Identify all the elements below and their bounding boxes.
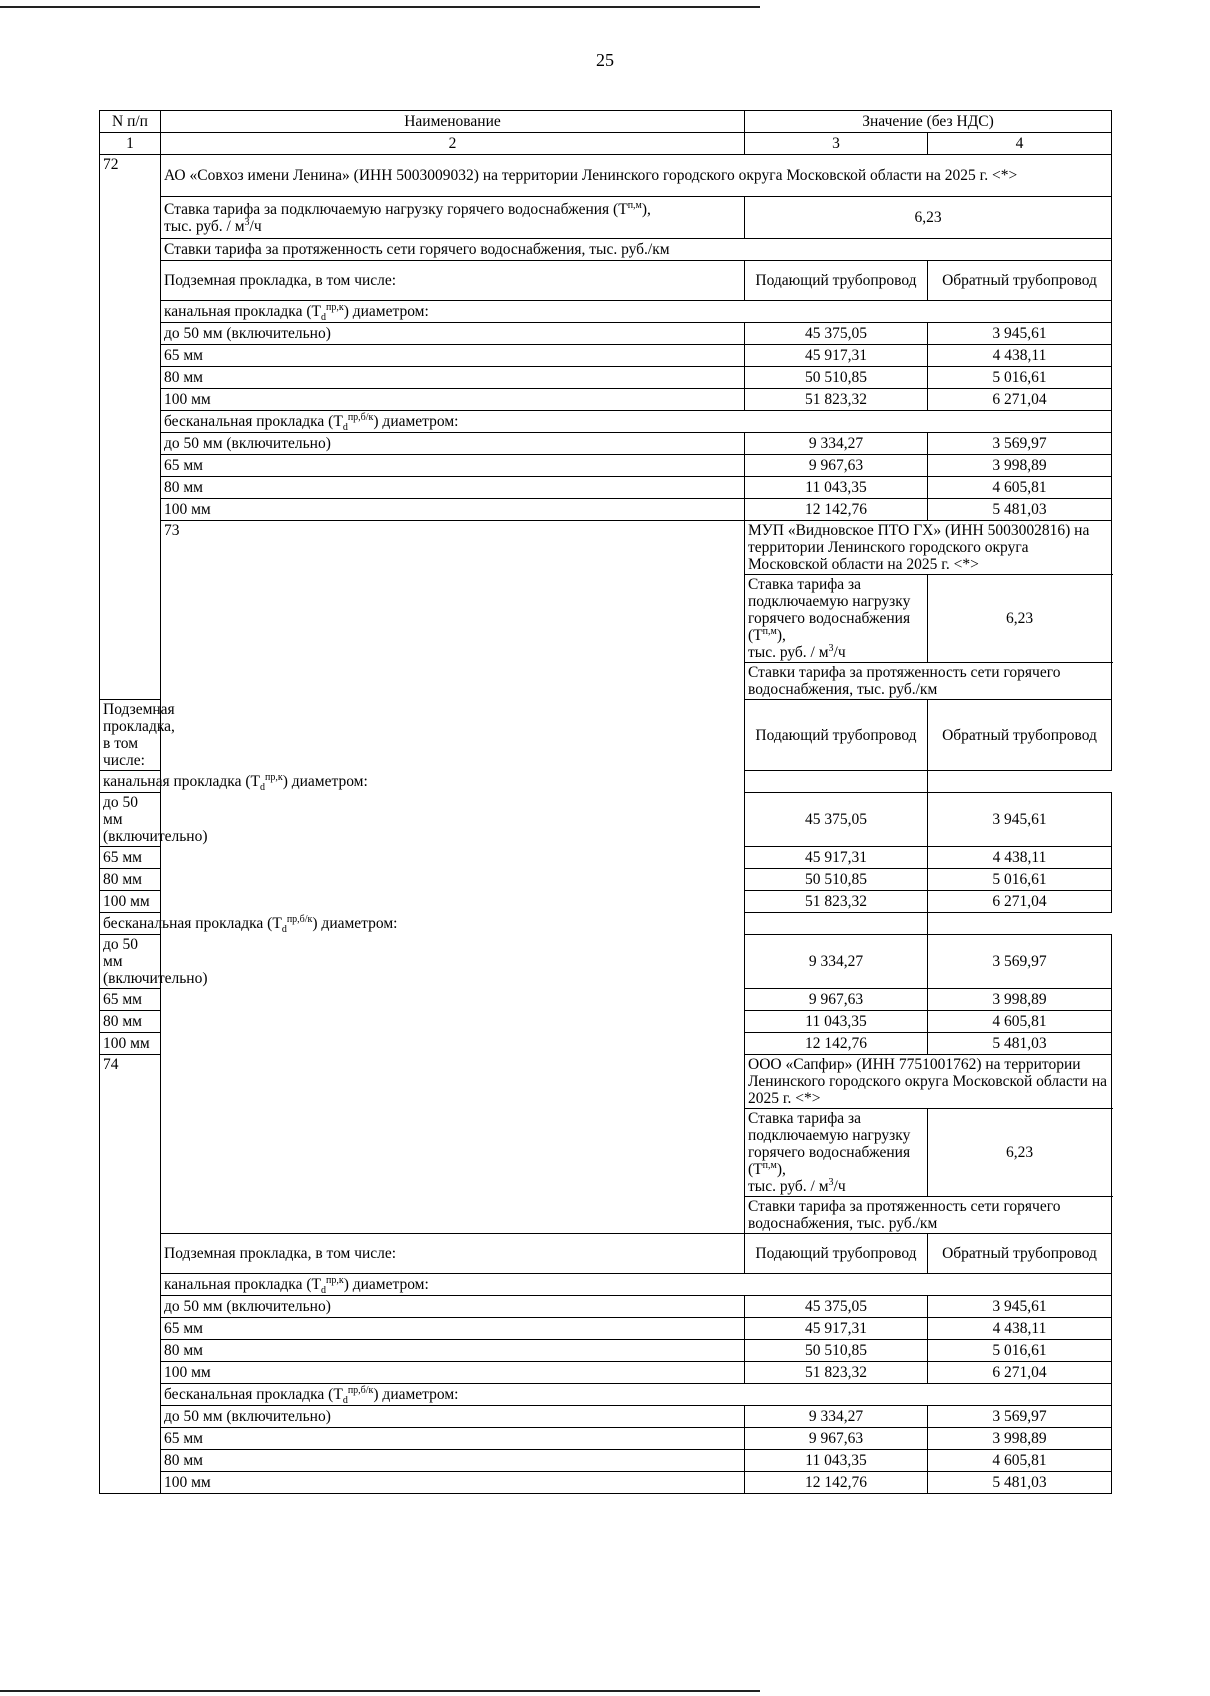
diameter-label: 100 мм [100, 1033, 161, 1055]
diameter-label: 65 мм [100, 847, 161, 869]
diameter-label: до 50 мм (включительно) [100, 793, 161, 847]
supply-pipe-header: Подающий трубопровод [745, 1234, 928, 1274]
page-number: 25 [596, 50, 614, 70]
return-pipe-value: 6 271,04 [928, 389, 1112, 411]
channelless-laying-row [100, 1384, 1112, 1406]
return-pipe-value: 3 569,97 [928, 935, 1112, 989]
channelless-diameter-row [100, 433, 1112, 455]
channel-diameter-row [100, 1340, 1112, 1362]
channelless-label-text: бесканальная прокладка (Т [164, 1386, 343, 1403]
return-pipe-value: 3 945,61 [928, 793, 1112, 847]
diameter-label: до 50 мм (включительно) [161, 1406, 745, 1428]
return-pipe-header: Обратный трубопровод [928, 261, 1112, 301]
diameter-label: 100 мм [100, 891, 161, 913]
channelless-label-text: бесканальная прокладка (Т [164, 413, 343, 430]
channel-label-text: канальная прокладка (Т [164, 1276, 321, 1293]
supply-pipe-value: 51 823,32 [745, 891, 928, 913]
section-index: 72 [100, 155, 161, 700]
channelless-label-text: бесканальная прокладка (Т [103, 915, 282, 932]
section-index: 73 [161, 521, 745, 1234]
return-pipe-value: 6 271,04 [928, 891, 1112, 913]
channelless-label-text: ) диаметром: [373, 413, 459, 430]
connection-rate-label [745, 1109, 928, 1197]
channel-laying-row [100, 301, 1112, 323]
channelless-diameter-row [100, 1472, 1112, 1494]
diameter-label: 80 мм [161, 367, 745, 389]
rate-unit-sup: 3 [828, 1176, 834, 1188]
return-pipe-value: 3 569,97 [928, 1406, 1112, 1428]
diameter-label: до 50 мм (включительно) [161, 323, 745, 345]
channelless-label-sub: d [342, 422, 348, 434]
return-pipe-value: 6 271,04 [928, 1362, 1112, 1384]
channel-diameter-row [100, 1296, 1112, 1318]
diameter-label: 65 мм [161, 455, 745, 477]
supply-pipe-value: 45 375,05 [745, 1296, 928, 1318]
rate-label-text: ), [776, 627, 786, 644]
supply-pipe-value: 50 510,85 [745, 367, 928, 389]
channel-laying-label [161, 301, 1112, 323]
diameter-label: 65 мм [161, 345, 745, 367]
channel-label-sub: d [320, 312, 326, 324]
rate-label-text: ), [776, 1161, 786, 1178]
channel-diameter-row [100, 345, 1112, 367]
supply-pipe-value: 11 043,35 [745, 1450, 928, 1472]
return-pipe-value: 5 016,61 [928, 869, 1112, 891]
diameter-label: 80 мм [161, 477, 745, 499]
column-number: 3 [745, 133, 928, 155]
header-value: Значение (без НДС) [745, 111, 1112, 133]
network-rate-label: Ставки тарифа за протяженность сети горячего водоснабжения, тыс. руб./км [745, 1197, 1112, 1234]
underground-label: Подземная прокладка, в том числе: [161, 261, 745, 301]
return-pipe-value: 5 016,61 [928, 367, 1112, 389]
underground-row [100, 261, 1112, 301]
underground-label: Подземная прокладка, в том числе: [100, 700, 161, 771]
supply-pipe-value: 50 510,85 [745, 1340, 928, 1362]
return-pipe-header: Обратный трубопровод [928, 700, 1112, 771]
return-pipe-value: 4 438,11 [928, 345, 1112, 367]
column-numbers-row [100, 133, 1112, 155]
supply-pipe-value: 12 142,76 [745, 1033, 928, 1055]
diameter-label: до 50 мм (включительно) [161, 1296, 745, 1318]
supply-pipe-value: 45 375,05 [745, 793, 928, 847]
organization-name: МУП «Видновское ПТО ГХ» (ИНН 5003002816) на территории Ленинского городского округа Московской области на 2025 г. <*> [745, 521, 1112, 575]
supply-pipe-value: 12 142,76 [745, 499, 928, 521]
diameter-label: 65 мм [100, 989, 161, 1011]
return-pipe-value: 3 998,89 [928, 1428, 1112, 1450]
supply-pipe-value: 45 375,05 [745, 323, 928, 345]
channel-label-sup: пр,к [325, 1274, 344, 1286]
channel-diameter-row [100, 389, 1112, 411]
channel-diameter-row [100, 1318, 1112, 1340]
tariff-table-body [100, 111, 1112, 1494]
return-pipe-value: 3 998,89 [928, 989, 1112, 1011]
rate-unit-text: тыс. руб. / м [748, 1178, 829, 1195]
channel-laying-label [161, 1274, 1112, 1296]
channelless-diameter-row [100, 455, 1112, 477]
header-row [100, 111, 1112, 133]
channel-label-sub: d [259, 782, 265, 794]
channelless-label-sup: пр,б/к [347, 411, 374, 423]
channel-label-text: канальная прокладка (Т [164, 303, 321, 320]
return-pipe-value: 4 605,81 [928, 1450, 1112, 1472]
channelless-label-text: ) диаметром: [373, 1386, 459, 1403]
rate-unit-text: тыс. руб. / м [164, 217, 245, 235]
supply-pipe-value: 9 334,27 [745, 1406, 928, 1428]
rate-label-text: Ставка тарифа за подключаемую нагрузку горячего водоснабжения (Т [748, 1110, 911, 1178]
return-pipe-header: Обратный трубопровод [928, 1234, 1112, 1274]
supply-pipe-value: 11 043,35 [745, 1011, 928, 1033]
diameter-label: до 50 мм (включительно) [100, 935, 161, 989]
supply-pipe-value: 51 823,32 [745, 389, 928, 411]
diameter-label: 100 мм [161, 1472, 745, 1494]
rate-unit-sup: 3 [244, 216, 250, 228]
channelless-label-sup: пр,б/к [286, 913, 313, 925]
channelless-label-sub: d [281, 924, 287, 936]
supply-pipe-value: 9 967,63 [745, 1428, 928, 1450]
organization-name: АО «Совхоз имени Ленина» (ИНН 5003009032) на территории Ленинского городского округа Московской области на 2025 г. <*> [161, 155, 1112, 197]
diameter-label: 80 мм [161, 1340, 745, 1362]
rate-unit-text: /ч [833, 1178, 846, 1195]
rate-unit-text: тыс. руб. / м [748, 644, 829, 661]
rate-label-text: Ставка тарифа за подключаемую нагрузку горячего водоснабжения (Т [748, 576, 911, 644]
supply-pipe-value: 45 917,31 [745, 345, 928, 367]
channelless-label-sub: d [342, 1395, 348, 1407]
rate-label-sup: п,м [762, 625, 777, 637]
channelless-diameter-row [100, 1406, 1112, 1428]
diameter-label: 80 мм [161, 1450, 745, 1472]
supply-pipe-value: 9 967,63 [745, 455, 928, 477]
diameter-label: 100 мм [161, 499, 745, 521]
diameter-label: 100 мм [161, 389, 745, 411]
channel-laying-row [100, 1274, 1112, 1296]
header-name: Наименование [161, 111, 745, 133]
return-pipe-value: 4 605,81 [928, 1011, 1112, 1033]
diameter-label: 100 мм [161, 1362, 745, 1384]
supply-pipe-value: 9 334,27 [745, 935, 928, 989]
channelless-laying-label [100, 913, 928, 935]
underground-label: Подземная прокладка, в том числе: [161, 1234, 745, 1274]
return-pipe-value: 4 605,81 [928, 477, 1112, 499]
supply-pipe-value: 50 510,85 [745, 869, 928, 891]
channel-label-sup: пр,к [325, 301, 344, 313]
section-index: 74 [100, 1055, 161, 1494]
rate-label-text: ), [641, 200, 651, 218]
underground-row [100, 1234, 1112, 1274]
supply-pipe-header: Подающий трубопровод [745, 700, 928, 771]
organization-row [100, 521, 1112, 575]
connection-rate-label [161, 197, 745, 239]
channel-label-sup: пр,к [264, 771, 283, 783]
tariff-table [99, 110, 1112, 1494]
connection-rate-label [745, 575, 928, 663]
channelless-diameter-row [100, 1450, 1112, 1472]
return-pipe-value: 3 945,61 [928, 1296, 1112, 1318]
return-pipe-value: 4 438,11 [928, 847, 1112, 869]
channel-diameter-row [100, 323, 1112, 345]
scan-edge-bottom [0, 1690, 760, 1692]
network-rate-label: Ставки тарифа за протяженность сети горячего водоснабжения, тыс. руб./км [745, 663, 1112, 700]
channel-diameter-row [100, 367, 1112, 389]
channel-label-text: ) диаметром: [343, 1276, 429, 1293]
channel-label-text: ) диаметром: [282, 773, 368, 790]
column-number: 1 [100, 133, 161, 155]
rate-unit-sup: 3 [828, 642, 834, 654]
supply-pipe-value: 51 823,32 [745, 1362, 928, 1384]
connection-rate-value: 6,23 [928, 1109, 1112, 1197]
channel-label-sub: d [320, 1285, 326, 1297]
diameter-label: 65 мм [161, 1428, 745, 1450]
rate-label-text: Ставка тарифа за подключаемую нагрузку горячего водоснабжения (Т [164, 200, 628, 218]
supply-pipe-header: Подающий трубопровод [745, 261, 928, 301]
organization-name: ООО «Сапфир» (ИНН 7751001762) на территории Ленинского городского округа Московской области на 2025 г. <*> [745, 1055, 1112, 1109]
header-index: N п/п [100, 111, 161, 133]
channelless-diameter-row [100, 499, 1112, 521]
connection-rate-row [100, 197, 1112, 239]
return-pipe-value: 3 998,89 [928, 455, 1112, 477]
rate-label-sup: п,м [762, 1159, 777, 1171]
diameter-label: 80 мм [100, 1011, 161, 1033]
channel-label-text: канальная прокладка (Т [103, 773, 260, 790]
return-pipe-value: 5 016,61 [928, 1340, 1112, 1362]
supply-pipe-value: 45 917,31 [745, 1318, 928, 1340]
channelless-laying-row [100, 913, 1112, 935]
return-pipe-value: 5 481,03 [928, 1472, 1112, 1494]
connection-rate-value: 6,23 [745, 197, 1112, 239]
rate-unit-text: /ч [833, 644, 846, 661]
channelless-diameter-row [100, 1428, 1112, 1450]
channelless-label-sup: пр,б/к [347, 1384, 374, 1396]
channelless-laying-row [100, 411, 1112, 433]
channel-diameter-row [100, 1362, 1112, 1384]
channel-laying-row [100, 771, 1112, 793]
channel-laying-label [100, 771, 928, 793]
return-pipe-value: 5 481,03 [928, 1033, 1112, 1055]
organization-row [100, 155, 1112, 197]
return-pipe-value: 5 481,03 [928, 499, 1112, 521]
rate-unit-text: /ч [249, 217, 262, 235]
network-rate-label: Ставки тарифа за протяженность сети горячего водоснабжения, тыс. руб./км [161, 239, 1112, 261]
diameter-label: 65 мм [161, 1318, 745, 1340]
diameter-label: до 50 мм (включительно) [161, 433, 745, 455]
supply-pipe-value: 12 142,76 [745, 1472, 928, 1494]
scan-edge-top [0, 6, 760, 8]
rate-label-sup: п,м [627, 199, 642, 211]
supply-pipe-value: 9 967,63 [745, 989, 928, 1011]
supply-pipe-value: 11 043,35 [745, 477, 928, 499]
channelless-laying-label [161, 411, 1112, 433]
network-rate-row [100, 239, 1112, 261]
connection-rate-value: 6,23 [928, 575, 1112, 663]
return-pipe-value: 3 945,61 [928, 323, 1112, 345]
channelless-laying-label [161, 1384, 1112, 1406]
diameter-label: 80 мм [100, 869, 161, 891]
column-number: 2 [161, 133, 745, 155]
channelless-label-text: ) диаметром: [312, 915, 398, 932]
supply-pipe-value: 45 917,31 [745, 847, 928, 869]
return-pipe-value: 3 569,97 [928, 433, 1112, 455]
column-number: 4 [928, 133, 1112, 155]
supply-pipe-value: 9 334,27 [745, 433, 928, 455]
channelless-diameter-row [100, 477, 1112, 499]
channel-label-text: ) диаметром: [343, 303, 429, 320]
return-pipe-value: 4 438,11 [928, 1318, 1112, 1340]
